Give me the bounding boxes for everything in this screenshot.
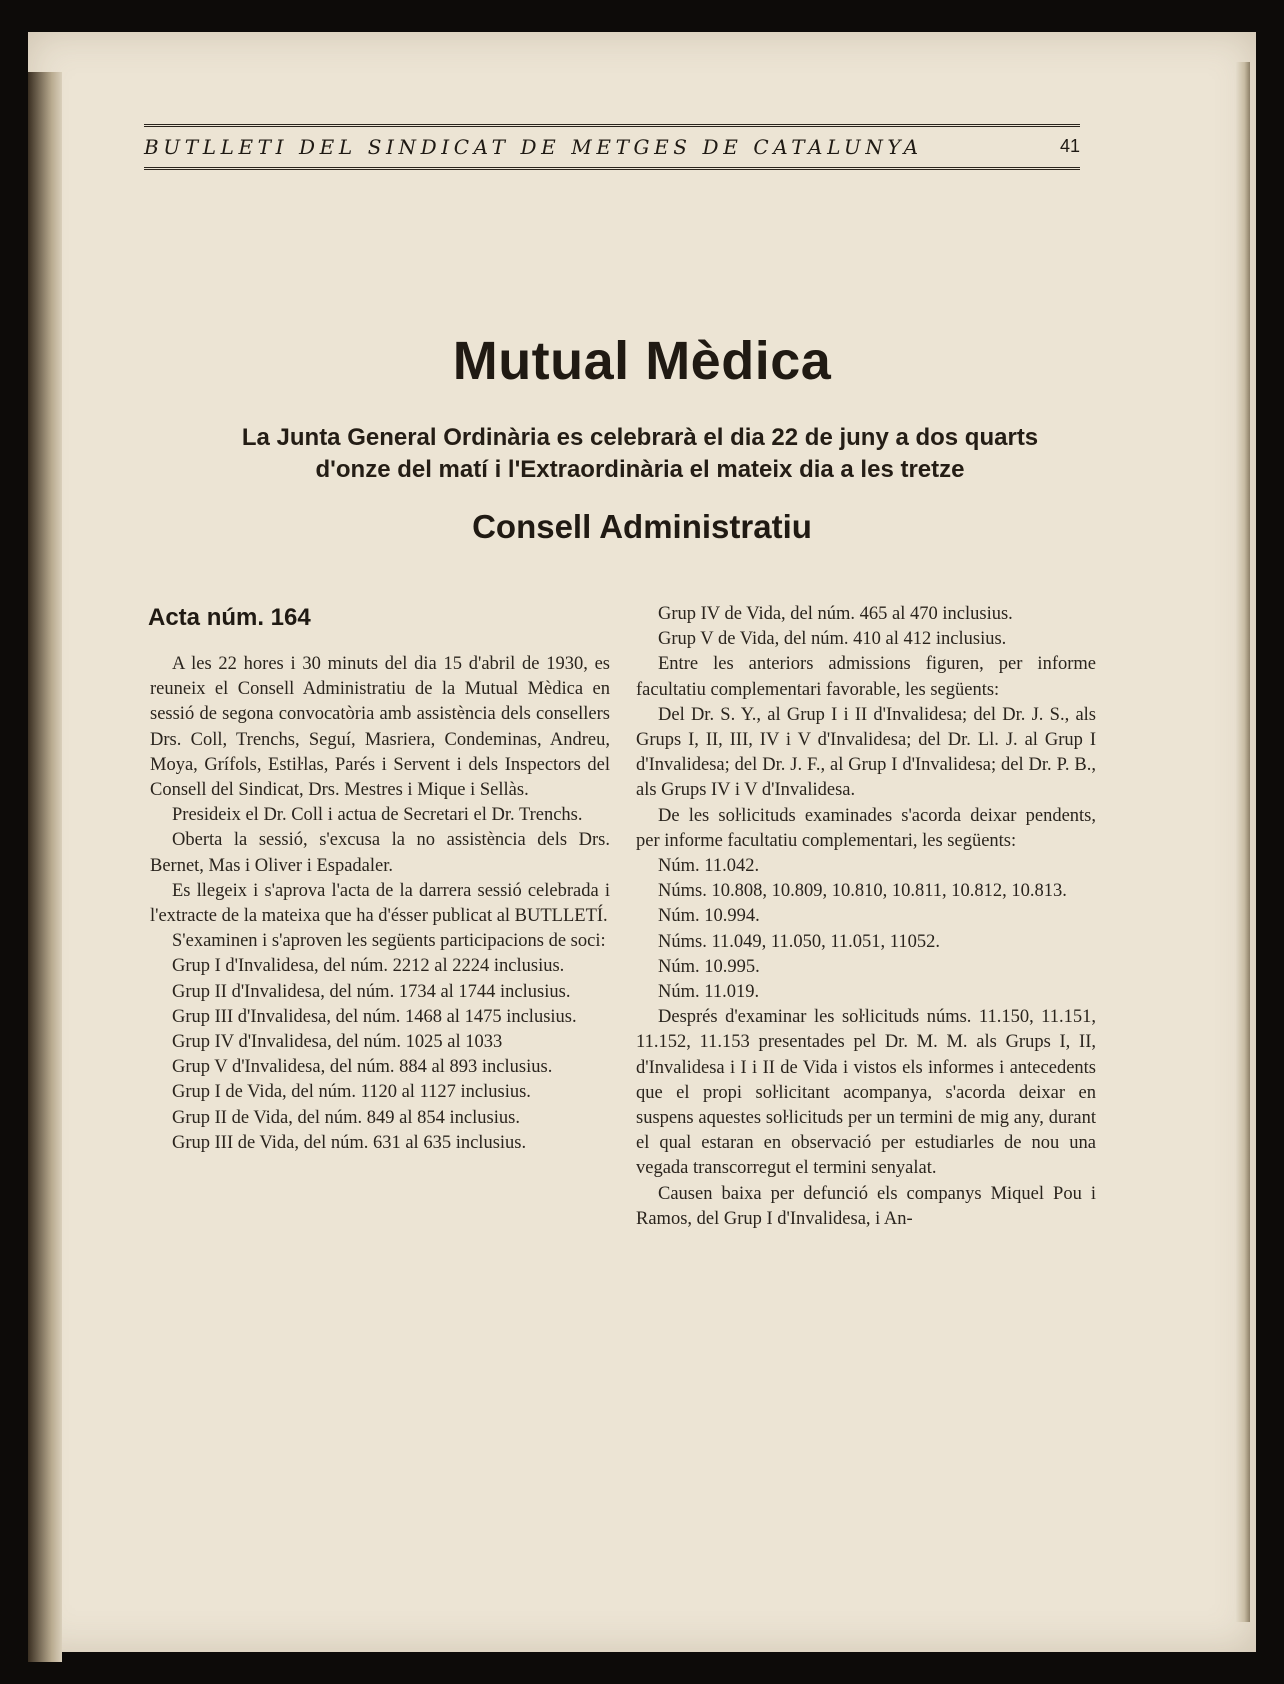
- paragraph: Núms. 10.808, 10.809, 10.810, 10.811, 10.812, 10.813.: [658, 881, 1067, 902]
- subtitle-line-1: La Junta General Ordinària es celebrarà el dia 22 de juny a dos quarts: [241, 424, 1039, 451]
- page-number: 41: [1059, 136, 1080, 156]
- paragraph: Oberta la sessió, s'excusa la no assistència dels Drs. Bernet, Mas i Oliver i Espadaler.: [150, 830, 610, 876]
- paragraph: Grup III d'Invalidesa, del núm. 1468 al 1475 inclusius.: [172, 1006, 577, 1027]
- subtitle-line-2: d'onze del matí i l'Extraordinària el mateix dia a les tretze: [315, 456, 965, 483]
- paragraph: Grup I de Vida, del núm. 1120 al 1127 inclusius.: [172, 1082, 531, 1103]
- paragraph: Grup II de Vida, del núm. 849 al 854 inclusius.: [172, 1107, 520, 1128]
- paragraph: Es llegeix i s'aprova l'acta de la darrera sessió celebrada i l'extracte de la mateixa que ha d'ésser publicat al BUTLLETÍ.: [150, 880, 610, 927]
- paragraph: Núm. 11.019.: [658, 982, 760, 1003]
- paragraph: S'examinen i s'aproven les següents participacions de soci:: [172, 931, 606, 952]
- running-header: [144, 124, 1080, 170]
- page-edge: [1236, 62, 1250, 1622]
- paragraph: Grup IV d'Invalidesa, del núm. 1025 al 1033: [172, 1032, 503, 1053]
- paragraph: Núm. 10.995.: [658, 956, 760, 977]
- paragraph: Núm. 11.042.: [658, 856, 760, 877]
- paragraph: Grup V d'Invalidesa, del núm. 884 al 893 inclusius.: [172, 1057, 553, 1078]
- paragraph: Entre les anteriors admissions figuren, per informe facultatiu complementari favorable, les següents:: [636, 654, 1096, 700]
- section-title: Consell Administratiu: [472, 508, 812, 545]
- paragraph: Després d'examinar les soŀlicituds núms. 11.150, 11.151, 11.152, 11.153 presentades pel Dr. M. M. als Grups I, II, d'Invalidesa i I i II de Vida i vistos els informes i antecedents que el propi soŀlicitant acompanya, s'acorda deixar en suspens aquestes soŀlicituds per un termini de mig any, durant el qual estaran en observació per estudiarles de nou una vegada transcorregut el termini senyalat.: [636, 1007, 1096, 1179]
- article-subtitle: [140, 422, 1140, 486]
- paragraph: Grup III de Vida, del núm. 631 al 635 inclusius.: [172, 1132, 527, 1153]
- left-column: [150, 652, 610, 1156]
- acta-heading: Acta núm. 164: [148, 604, 311, 631]
- paragraph: Del Dr. S. Y., al Grup I i II d'Invalidesa; del Dr. J. S., als Grups I, II, III, IV i V d'Invalidesa; del Dr. Ll. J. al Grup I d'Invalidesa; del Dr. J. F., al Grup I d'Invalidesa; del Dr. P. B., als Grups IV i V d'Invalidesa.: [636, 704, 1096, 801]
- article-title: Mutual Mèdica: [452, 331, 832, 391]
- right-column: [636, 602, 1096, 1232]
- paragraph: De les soŀlicituds examinades s'acorda deixar pendents, per informe facultatiu complementari, les següents:: [636, 805, 1096, 851]
- paragraph: Grup V de Vida, del núm. 410 al 412 inclusius.: [658, 629, 1007, 650]
- paragraph: Núms. 11.049, 11.050, 11.051, 11052.: [658, 931, 940, 952]
- paragraph: Grup II d'Invalidesa, del núm. 1734 al 1744 inclusius.: [172, 981, 571, 1002]
- paragraph: Presideix el Dr. Coll i actua de Secretari el Dr. Trenchs.: [172, 805, 583, 826]
- paragraph: Grup IV de Vida, del núm. 465 al 470 inclusius.: [658, 604, 1013, 624]
- paragraph: Grup I d'Invalidesa, del núm. 2212 al 2224 inclusius.: [172, 956, 565, 977]
- paragraph: Núm. 10.994.: [658, 906, 760, 927]
- running-title: BUTLLETI DEL SINDICAT DE METGES DE CATALUNYA: [144, 135, 923, 159]
- book-spine: [28, 72, 62, 1662]
- paragraph: Causen baixa per defunció els companys Miquel Pou i Ramos, del Grup I d'Invalidesa, i An-: [636, 1183, 1096, 1229]
- paragraph: A les 22 hores i 30 minuts del dia 15 d'abril de 1930, es reuneix el Consell Administratiu de la Mutual Mèdica en sessió de segona convocatòria amb assistència dels consellers Drs. Coll, Trenchs, Seguí, Masriera, Condeminas, Andreu, Moya, Grífols, Estiŀlas, Parés i Servent i dels Inspectors del Consell del Sindicat, Drs. Mestres i Mique i Sellàs.: [150, 654, 610, 801]
